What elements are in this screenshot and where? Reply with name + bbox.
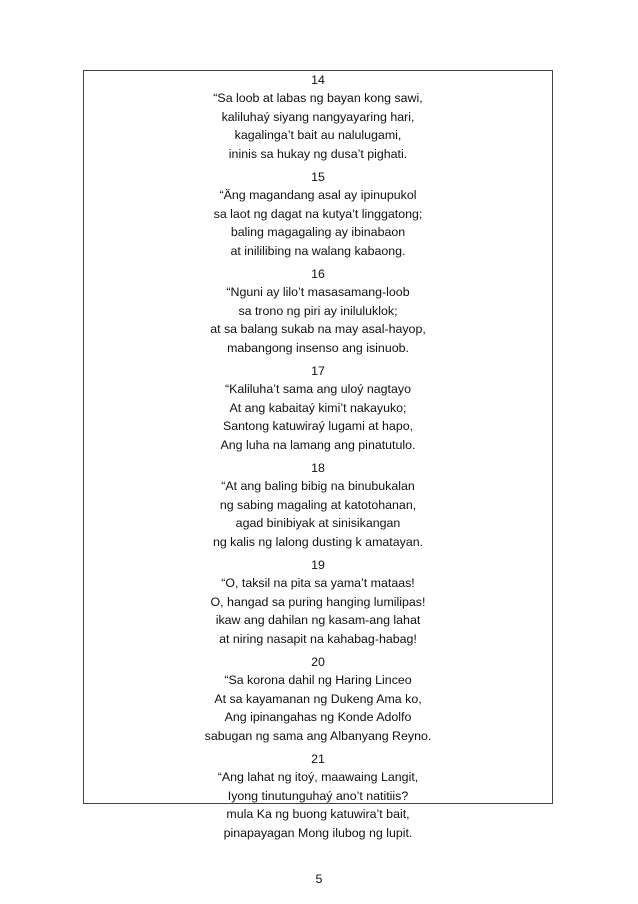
stanza [83,168,553,265]
verse-line: agad binibiyak at sinisikangan [235,516,401,531]
verse-line: kaliluhaý siyang nangyayaring hari, [221,109,415,124]
verse-line: sa laot ng dagat na kutya’t linggatong; [213,206,423,221]
verse-line: ininis sa hukay ng dusa’t pighati. [228,146,408,161]
stanza-number: 17 [311,364,325,378]
verse-line: “Äng magandang asal ay ipinupukol [219,188,417,203]
stanza [83,362,553,459]
verse-line: at sa balang sukab na may asal-hayop, [210,322,426,337]
stanza-number: 16 [311,267,325,281]
stanza-number: 14 [311,73,325,87]
verse-line: kagalinga’t bait au nalulugami, [234,128,402,143]
stanza [83,653,553,750]
verse-line: ng sabing magaling at katotohanan, [219,497,417,512]
stanza-number: 21 [311,752,325,766]
stanza-number: 19 [311,558,325,572]
verse-line: at niring nasapit na kahabag-habag! [219,631,417,646]
stanza [83,750,553,847]
verse-line: Ang luha na lamang ang pinatutulo. [220,437,416,452]
verse-line: sa trono ng piri ay iniluluklok; [238,303,398,318]
verse-line: Ang ipinangahas ng Konde Adolfo [224,710,412,725]
stanza [83,265,553,362]
verse-line: sabugan ng sama ang Albanyang Reyno. [204,728,432,743]
stanza [83,459,553,556]
poem-body [83,71,553,847]
verse-line: mabangong insenso ang isinuob. [227,340,409,355]
verse-line: ng kalis ng lalong dusting k amatayan. [212,534,424,549]
stanza [83,71,553,168]
verse-line: “Nguni ay lilo’t masasamang-loob [226,285,410,300]
verse-line: “At ang baling bibig na binubukalan [221,479,415,494]
stanza-number: 15 [311,170,325,184]
verse-line: Santong katuwiraý lugami at hapo, [222,419,414,434]
verse-line: “O, taksil na pita sa yama’t mataas! [221,576,415,591]
verse-line: at inililibing na walang kabaong. [230,243,406,258]
verse-line: “Kaliluha’t sama ang uloý nagtayo [225,382,411,397]
page-number: 5 [315,872,323,886]
verse-line: At sa kayamanan ng Dukeng Ama ko, [214,691,422,706]
verse-line: O, hangad sa puring hanging lumilipas! [210,594,426,609]
verse-line: At ang kabaitaý kimi’t nakayuko; [229,400,407,415]
verse-line: pinapayagan Mong ilubog ng lupit. [223,825,413,840]
verse-line: mula Ka ng buong katuwira’t bait, [226,807,410,822]
stanza [83,556,553,653]
verse-line: “Ang lahat ng itoý, maawaing Langit, [217,770,419,785]
verse-line: “Sa korona dahil ng Haring Linceo [224,673,412,688]
stanza-number: 20 [311,655,325,669]
verse-line: baling magagaling ay ibinabaon [230,225,406,240]
verse-line: Iyong tinutunguhaý ano’t natitiis? [227,788,409,803]
verse-line: ikaw ang dahilan ng kasam-ang lahat [215,613,421,628]
stanza-number: 18 [311,461,325,475]
verse-line: “Sa loob at labas ng bayan kong sawi, [213,91,423,106]
